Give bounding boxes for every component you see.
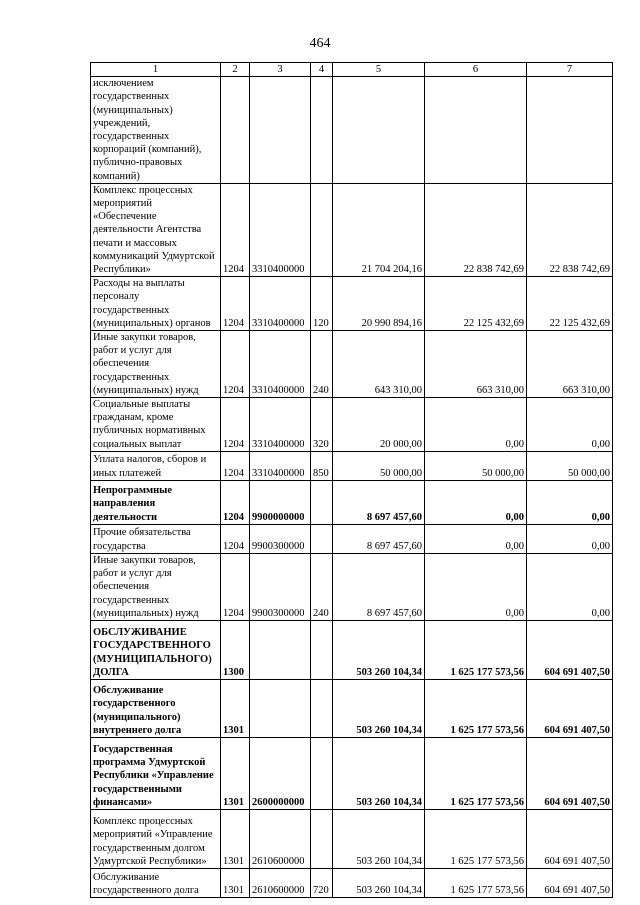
target-code-cell: 9900300000 — [250, 553, 311, 620]
section-code-cell: 1301 — [221, 679, 250, 737]
expense-type-cell: 240 — [311, 331, 333, 398]
target-code-cell: 9900000000 — [250, 480, 311, 524]
amount-year2-cell: 0,00 — [425, 524, 527, 553]
expense-type-cell — [311, 679, 333, 737]
expense-type-cell — [311, 524, 333, 553]
row-name-cell: Комплекс процессных мероприятий «Обеспечение деятельности Агентства печати и массовых коммуникаций Удмуртской Республики» — [91, 183, 221, 276]
amount-year3-cell: 0,00 — [527, 524, 613, 553]
column-header: 1 — [91, 63, 221, 77]
section-code-cell: 1301 — [221, 868, 250, 897]
section-code-cell: 1204 — [221, 398, 250, 452]
section-code-cell: 1204 — [221, 277, 250, 331]
amount-year2-cell: 663 310,00 — [425, 331, 527, 398]
target-code-cell: 3310400000 — [250, 331, 311, 398]
amount-year1-cell: 503 260 104,34 — [333, 737, 425, 809]
amount-year2-cell: 0,00 — [425, 553, 527, 620]
amount-year1-cell: 643 310,00 — [333, 331, 425, 398]
amount-year1-cell: 503 260 104,34 — [333, 809, 425, 868]
amount-year2-cell: 22 125 432,69 — [425, 277, 527, 331]
target-code-cell — [250, 77, 311, 184]
section-code-cell — [221, 77, 250, 184]
section-code-cell: 1300 — [221, 620, 250, 679]
target-code-cell: 2610600000 — [250, 809, 311, 868]
table-row — [91, 398, 613, 452]
amount-year2-cell: 1 625 177 573,56 — [425, 809, 527, 868]
table-row — [91, 451, 613, 480]
amount-year3-cell: 0,00 — [527, 480, 613, 524]
section-code-cell: 1204 — [221, 451, 250, 480]
table-row — [91, 183, 613, 276]
row-name-cell: Непрограммные направления деятельности — [91, 480, 221, 524]
table-row — [91, 553, 613, 620]
amount-year3-cell: 0,00 — [527, 398, 613, 452]
amount-year1-cell: 8 697 457,60 — [333, 553, 425, 620]
column-header: 5 — [333, 63, 425, 77]
amount-year2-cell: 0,00 — [425, 398, 527, 452]
target-code-cell — [250, 620, 311, 679]
amount-year2-cell: 1 625 177 573,56 — [425, 737, 527, 809]
target-code-cell: 9900300000 — [250, 524, 311, 553]
amount-year2-cell: 22 838 742,69 — [425, 183, 527, 276]
table-row — [91, 809, 613, 868]
expense-type-cell: 240 — [311, 553, 333, 620]
column-header: 7 — [527, 63, 613, 77]
table-row — [91, 620, 613, 679]
table-row — [91, 277, 613, 331]
amount-year2-cell: 1 625 177 573,56 — [425, 679, 527, 737]
row-name-cell: Уплата налогов, сборов и иных платежей — [91, 451, 221, 480]
expense-type-cell: 720 — [311, 868, 333, 897]
section-code-cell: 1204 — [221, 524, 250, 553]
expense-type-cell: 120 — [311, 277, 333, 331]
table-row — [91, 77, 613, 184]
budget-table — [90, 62, 613, 898]
page-number: 464 — [309, 36, 331, 51]
amount-year3-cell: 663 310,00 — [527, 331, 613, 398]
amount-year1-cell: 8 697 457,60 — [333, 480, 425, 524]
expense-type-cell — [311, 480, 333, 524]
table-row — [91, 524, 613, 553]
amount-year3-cell — [527, 77, 613, 184]
column-header: 3 — [250, 63, 311, 77]
row-name-cell: Расходы на выплаты персоналу государственных (муниципальных) органов — [91, 277, 221, 331]
target-code-cell: 3310400000 — [250, 451, 311, 480]
expense-type-cell: 320 — [311, 398, 333, 452]
table-row — [91, 737, 613, 809]
amount-year1-cell: 21 704 204,16 — [333, 183, 425, 276]
column-header: 4 — [311, 63, 333, 77]
expense-type-cell — [311, 809, 333, 868]
row-name-cell: Иные закупки товаров, работ и услуг для обеспечения государственных (муниципальных) нужд — [91, 331, 221, 398]
amount-year2-cell: 50 000,00 — [425, 451, 527, 480]
row-name-cell: Обслуживание государственного (муниципального) внутреннего долга — [91, 679, 221, 737]
amount-year1-cell: 50 000,00 — [333, 451, 425, 480]
row-name-cell: Прочие обязательства государства — [91, 524, 221, 553]
row-name-cell: ОБСЛУЖИВАНИЕ ГОСУДАРСТВЕННОГО (МУНИЦИПАЛЬНОГО) ДОЛГА — [91, 620, 221, 679]
expense-type-cell — [311, 77, 333, 184]
row-name-cell: Социальные выплаты гражданам, кроме публичных нормативных социальных выплат — [91, 398, 221, 452]
table-row — [91, 868, 613, 897]
expense-type-cell: 850 — [311, 451, 333, 480]
amount-year3-cell: 604 691 407,50 — [527, 679, 613, 737]
row-name-cell: Комплекс процессных мероприятий «Управление государственным долгом Удмуртской Республики» — [91, 809, 221, 868]
amount-year3-cell: 22 125 432,69 — [527, 277, 613, 331]
amount-year1-cell: 20 000,00 — [333, 398, 425, 452]
section-code-cell: 1204 — [221, 553, 250, 620]
table-row — [91, 679, 613, 737]
amount-year3-cell: 0,00 — [527, 553, 613, 620]
column-header: 2 — [221, 63, 250, 77]
expense-type-cell — [311, 620, 333, 679]
target-code-cell: 2610600000 — [250, 868, 311, 897]
target-code-cell — [250, 679, 311, 737]
amount-year1-cell: 503 260 104,34 — [333, 868, 425, 897]
amount-year1-cell: 8 697 457,60 — [333, 524, 425, 553]
target-code-cell: 3310400000 — [250, 183, 311, 276]
amount-year3-cell: 604 691 407,50 — [527, 809, 613, 868]
column-header: 6 — [425, 63, 527, 77]
row-name-cell: Обслуживание государственного долга — [91, 868, 221, 897]
amount-year2-cell: 1 625 177 573,56 — [425, 620, 527, 679]
amount-year2-cell — [425, 77, 527, 184]
row-name-cell: исключением государственных (муниципальных) учреждений, государственных корпораций (компаний), публично-правовых компаний) — [91, 77, 221, 184]
amount-year1-cell: 20 990 894,16 — [333, 277, 425, 331]
amount-year1-cell — [333, 77, 425, 184]
amount-year1-cell: 503 260 104,34 — [333, 620, 425, 679]
table-row — [91, 480, 613, 524]
section-code-cell: 1301 — [221, 737, 250, 809]
amount-year3-cell: 604 691 407,50 — [527, 620, 613, 679]
amount-year2-cell: 0,00 — [425, 480, 527, 524]
section-code-cell: 1204 — [221, 331, 250, 398]
target-code-cell: 3310400000 — [250, 277, 311, 331]
amount-year3-cell: 50 000,00 — [527, 451, 613, 480]
amount-year3-cell: 604 691 407,50 — [527, 737, 613, 809]
amount-year3-cell: 604 691 407,50 — [527, 868, 613, 897]
target-code-cell: 2600000000 — [250, 737, 311, 809]
section-code-cell: 1301 — [221, 809, 250, 868]
amount-year1-cell: 503 260 104,34 — [333, 679, 425, 737]
amount-year2-cell: 1 625 177 573,56 — [425, 868, 527, 897]
expense-type-cell — [311, 183, 333, 276]
section-code-cell: 1204 — [221, 183, 250, 276]
section-code-cell: 1204 — [221, 480, 250, 524]
expense-type-cell — [311, 737, 333, 809]
row-name-cell: Государственная программа Удмуртской Республики «Управление государственными финансами» — [91, 737, 221, 809]
amount-year3-cell: 22 838 742,69 — [527, 183, 613, 276]
row-name-cell: Иные закупки товаров, работ и услуг для обеспечения государственных (муниципальных) нужд — [91, 553, 221, 620]
header-row — [91, 63, 613, 77]
target-code-cell: 3310400000 — [250, 398, 311, 452]
table-row — [91, 331, 613, 398]
